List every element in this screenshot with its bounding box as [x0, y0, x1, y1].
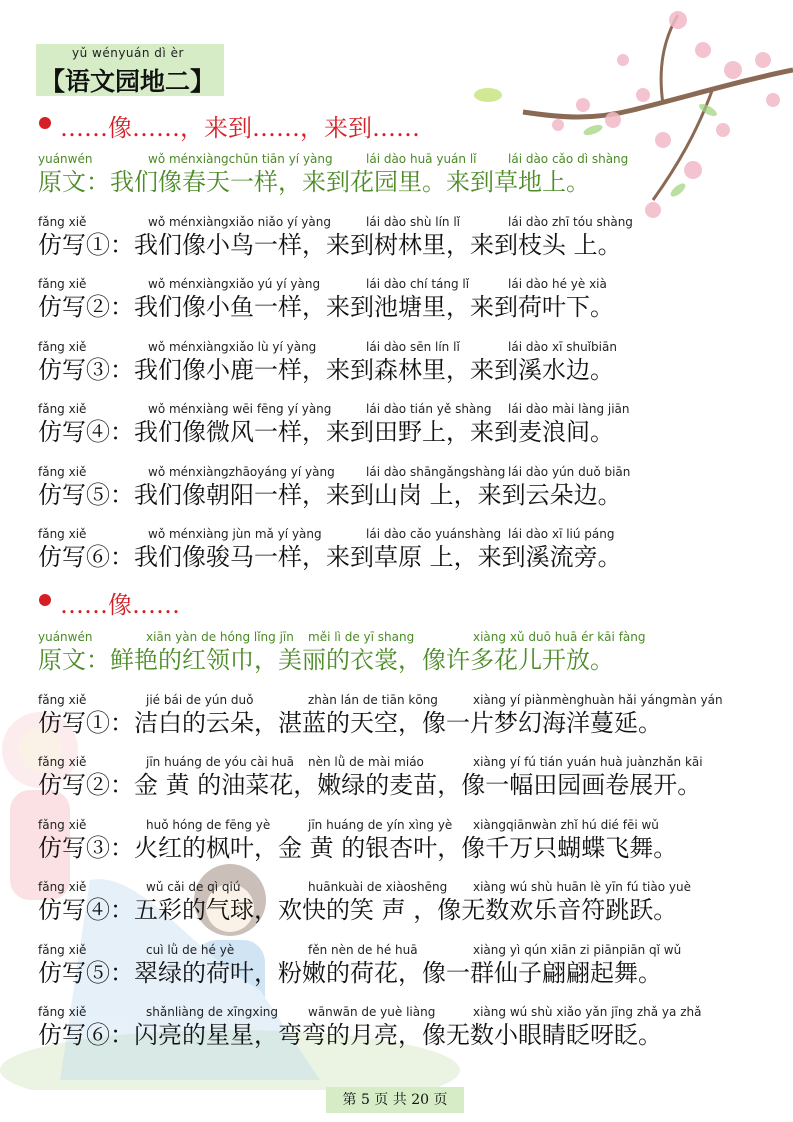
pinyin-segment: lái dào yún duǒ biān [508, 464, 631, 479]
pinyin-line [38, 465, 768, 481]
pinyin-line [38, 1005, 768, 1021]
page-number: 第 5 页 共 20 页 [326, 1087, 464, 1113]
pinyin-segment: fǎng xiě [38, 817, 87, 832]
sentence-text: 仿写③：火红的枫叶，金 黄 的银杏叶，像千万只蝴蝶飞舞。 [38, 833, 678, 862]
pinyin-segment: xiàngqiānwàn zhǐ hú dié fēi wǔ [473, 817, 659, 832]
pinyin-line [38, 755, 768, 771]
pinyin-segment: jīn huáng de yóu cài huā [146, 755, 295, 769]
sentence-text: 仿写①：我们像小鸟一样，来到树林里，来到枝头 上。 [38, 230, 622, 259]
pinyin-line [38, 693, 768, 709]
pinyin-segment: xiān yàn de hóng lǐng jīn [146, 630, 294, 644]
sentence-text: 仿写②：金 黄 的油菜花，嫩绿的麦苗，像一幅田园画卷展开。 [38, 771, 702, 799]
pinyin-segment: fǎng xiě [38, 464, 87, 479]
pinyin-line [38, 527, 768, 543]
sentence-text: 仿写④：五彩的气球，欢快的笑 声 ，像无数欢乐音符跳跃。 [38, 896, 678, 924]
pinyin-segment: wǒ ménxiàngxiǎo yú yí yàng [148, 277, 321, 291]
pinyin-segment: fǎng xiě [38, 942, 87, 957]
pinyin-segment: wǒ ménxiàng wēi fēng yí yàng [148, 402, 332, 416]
sentence-text: 仿写①：洁白的云朵，湛蓝的天空，像一片梦幻海洋蔓延。 [38, 708, 662, 737]
sentence-text: 仿写④：我们像微风一样，来到田野上，来到麦浪间。 [38, 418, 614, 446]
page-title: 【语文园地二】 [40, 67, 216, 96]
pinyin-segment: wǒ ménxiàngchūn tiān yí yàng [148, 152, 333, 166]
pinyin-line [38, 880, 768, 896]
pinyin-segment: fěn nèn de hé huā [308, 942, 418, 957]
pinyin-segment: huānkuài de xiàoshēng [308, 880, 448, 894]
pinyin-segment: xiàng yí fú tián yuán huà juànzhǎn kāi [473, 755, 703, 769]
sentence-text: 仿写⑤：翠绿的荷叶，粉嫩的荷花，像一群仙子翩翩起舞。 [38, 958, 662, 987]
section-pattern: ……像……，来到……，来到…… [60, 114, 420, 142]
pinyin-segment: cuì lǜ de hé yè [146, 942, 235, 957]
pinyin-segment: lái dào shāngǎngshàng [366, 464, 506, 479]
pinyin-segment: wǒ ménxiàngzhāoyáng yí yàng [148, 464, 335, 479]
pinyin-segment: fǎng xiě [38, 339, 87, 354]
pinyin-segment: xiàng wú shù huān lè yīn fú tiào yuè [473, 880, 691, 894]
pinyin-segment: lái dào xī shuǐbiān [508, 339, 617, 354]
pinyin-line [38, 215, 768, 231]
pinyin-segment: lái dào shù lín lǐ [366, 214, 460, 229]
sentence-text: 原文：我们像春天一样，来到花园里。来到草地上。 [38, 168, 590, 196]
pinyin-segment: fǎng xiě [38, 755, 87, 769]
pinyin-segment: lái dào huā yuán lǐ [366, 152, 477, 166]
pinyin-segment: lái dào sēn lín lǐ [366, 339, 460, 354]
pinyin-segment: lái dào chí táng lǐ [366, 277, 470, 291]
pinyin-segment: fǎng xiě [38, 214, 87, 229]
pinyin-segment: wǔ cǎi de qì qiú [146, 880, 241, 894]
pinyin-segment: wānwān de yuè liàng [308, 1005, 436, 1019]
pinyin-segment: fǎng xiě [38, 880, 87, 894]
pinyin-segment: fǎng xiě [38, 527, 87, 541]
pinyin-line [38, 630, 768, 646]
pinyin-line [38, 152, 768, 168]
pinyin-line [38, 943, 768, 959]
pinyin-line [38, 340, 768, 356]
pinyin-segment: lái dào xī liú páng [508, 527, 615, 541]
sentence-text: 原文：鲜艳的红领巾，美丽的衣裳，像许多花儿开放。 [38, 646, 614, 674]
pinyin-segment: lái dào mài làng jiān [508, 402, 630, 416]
pinyin-segment: wǒ ménxiàngxiǎo niǎo yí yàng [148, 214, 331, 229]
pinyin-segment: fǎng xiě [38, 402, 87, 416]
pinyin-segment: jié bái de yún duǒ [146, 692, 254, 707]
sentence-text: 仿写③：我们像小鹿一样，来到森林里，来到溪水边。 [38, 355, 614, 384]
pinyin-segment: lái dào cǎo dì shàng [508, 152, 629, 166]
sentence-text: 仿写②：我们像小鱼一样，来到池塘里，来到荷叶下。 [38, 293, 614, 321]
pinyin-segment: xiàng yì qún xiān zi piānpiān qǐ wǔ [473, 942, 682, 957]
pinyin-segment: wǒ ménxiàng jùn mǎ yí yàng [148, 527, 322, 541]
section-pattern: ……像…… [60, 591, 180, 619]
pinyin-segment: lái dào cǎo yuánshàng [366, 527, 502, 541]
section-bullet [39, 117, 51, 129]
pinyin-segment: huǒ hóng de fēng yè [146, 817, 271, 832]
header-pinyin: yǔ wényuán dì èr [72, 46, 184, 60]
pinyin-segment: fǎng xiě [38, 692, 87, 707]
pinyin-segment: jīn huáng de yín xìng yè [308, 817, 453, 832]
pinyin-segment: yuánwén [38, 630, 93, 644]
pinyin-segment: xiàng xǔ duō huā ér kāi fàng [473, 630, 646, 644]
pinyin-line [38, 277, 768, 293]
pinyin-segment: nèn lǜ de mài miáo [308, 755, 424, 769]
sentence-text: 仿写⑤：我们像朝阳一样，来到山岗 上，来到云朵边。 [38, 480, 622, 509]
sentence-text: 仿写⑥：我们像骏马一样，来到草原 上，来到溪流旁。 [38, 543, 622, 571]
pinyin-segment: fǎng xiě [38, 277, 87, 291]
pinyin-line [38, 818, 768, 834]
pinyin-segment: lái dào hé yè xià [508, 277, 607, 291]
pinyin-segment: xiàng yí piànmènghuàn hǎi yángmàn yán [473, 692, 723, 707]
pinyin-segment: xiàng wú shù xiǎo yǎn jīng zhǎ ya zhǎ [473, 1005, 702, 1019]
pinyin-segment: yuánwén [38, 152, 93, 166]
pinyin-segment: lái dào tián yě shàng [366, 402, 492, 416]
section-bullet [39, 594, 51, 606]
pinyin-segment: shǎnliàng de xīngxing [146, 1005, 279, 1019]
sentence-text: 仿写⑥：闪亮的星星，弯弯的月亮，像无数小眼睛眨呀眨。 [38, 1021, 662, 1049]
pinyin-segment: zhàn lán de tiān kōng [308, 692, 438, 707]
pinyin-segment: fǎng xiě [38, 1005, 87, 1019]
pinyin-segment: wǒ ménxiàngxiǎo lù yí yàng [148, 339, 317, 354]
pinyin-segment: lái dào zhī tóu shàng [508, 214, 633, 229]
pinyin-segment: měi lì de yī shang [308, 630, 415, 644]
pinyin-line [38, 402, 768, 418]
